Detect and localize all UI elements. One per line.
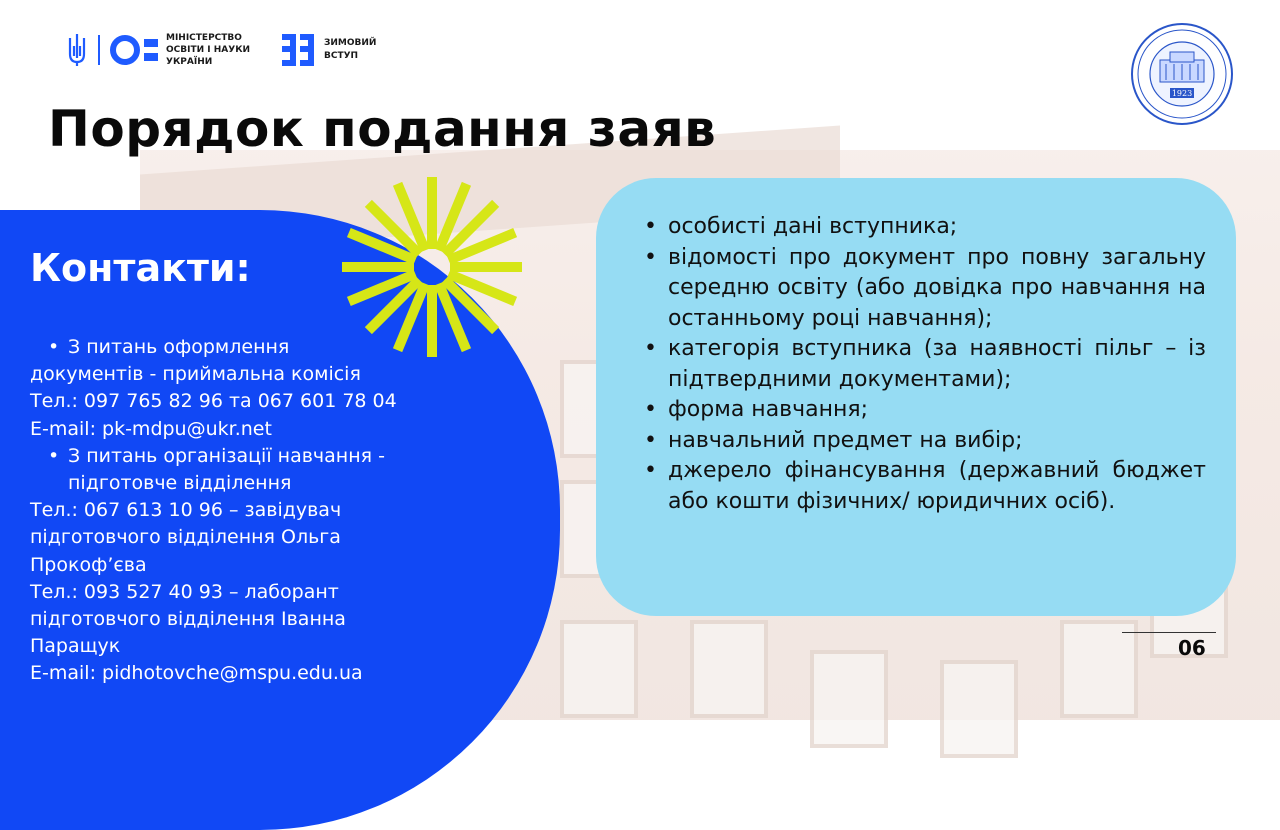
contact-line: документів - приймальна комісія [30,363,361,386]
requirement-item: • особисті дані вступника; [640,212,1206,243]
contact-line: підготовче відділення [68,472,292,495]
requirement-item: • навчальний предмет на вибір; [640,426,1206,457]
background-window [940,660,1018,758]
requirements-list [640,212,1206,517]
contact-line[interactable]: Тел.: 093 527 40 93 – лаборант [30,580,339,603]
header-logos [66,30,384,70]
contact-line: • З питань організації навчання - [30,443,500,470]
contact-line[interactable]: E-mail: pidhotovche@mspu.edu.ua [30,662,363,685]
contact-line: • З питань оформлення [30,334,500,361]
contact-line[interactable]: Тел.: 097 765 82 96 та 067 601 78 04 [30,390,397,413]
ministry-equals-icon [144,39,158,61]
contact-line: Паращук [30,635,121,658]
contacts-heading: Контакти: [30,246,251,290]
requirement-item: • категорія вступника (за наявності пільг – із підтвердними документами); [640,334,1206,395]
page-number-rule [1122,632,1216,633]
winter-admission-label: ЗИМОВИЙ ВСТУП [324,38,377,61]
requirement-item: • джерело фінансування (державний бюджет або кошти фізичних/ юридичних осіб). [640,456,1206,517]
university-seal-icon [1130,22,1234,126]
winter-admission-logo [280,32,384,68]
contact-line: підготовчого відділення Іванна [30,608,346,631]
ministry-logo [110,32,256,68]
background-window [1060,620,1138,718]
background-window [560,620,638,718]
page-number: 06 [1178,636,1206,660]
seal-year: 1923 [1171,89,1193,98]
contact-line[interactable]: E-mail: pk-mdpu@ukr.net [30,417,272,440]
requirement-item: • відомості про документ про повну загальну середню освіту (або довідка про навчання на останньому році навчання); [640,243,1206,335]
background-window [690,620,768,718]
background-window [810,650,888,748]
trident-icon [66,32,88,68]
contact-line: Прокоф’єва [30,553,147,576]
sunburst-icon [342,177,522,357]
contact-line: підготовчого відділення Ольга [30,526,341,549]
header-separator [98,35,100,65]
requirement-item: • форма навчання; [640,395,1206,426]
page-title: Порядок подання заяв [48,100,717,158]
contact-line[interactable]: Тел.: 067 613 10 96 – завідувач [30,499,342,522]
winter-admission-mark-icon [280,32,316,68]
contacts-list [30,334,500,688]
ministry-o-icon [110,35,140,65]
ministry-label: МІНІСТЕРСТВО ОСВІТИ І НАУКИ УКРАЇНИ [166,33,251,67]
